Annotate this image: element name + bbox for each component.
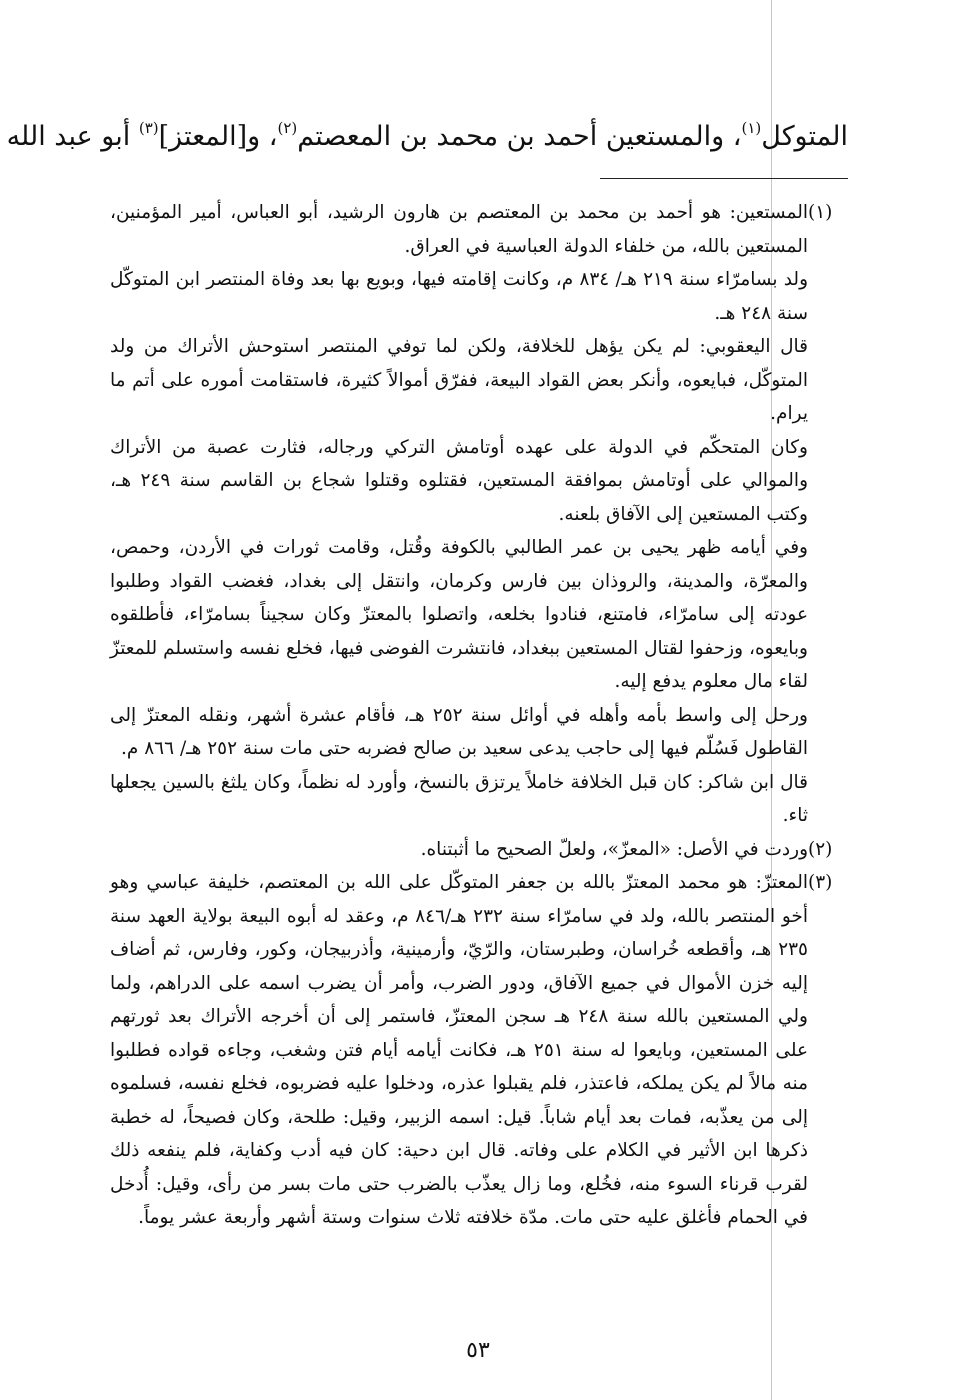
footnote-paragraph: ورحل إلى واسط بأمه وأهله في أوائل سنة ٢٥٢ هـ، فأقام عشرة أشهر، ونقله المعتزّ إلى القاطول فَسُلّم فيها إلى حاجب يدعى سعيد بن صالح فضربه حتى مات سنة ٢٥٢ هـ/ ٨٦٦ م. <box>110 704 808 759</box>
main-text-part-4: أبو عبد الله <box>6 121 139 152</box>
main-text-part-2: ، والمستعين أحمد بن محمد بن المعصتم <box>297 121 742 152</box>
footnote-paragraph: وكان المتحكّم في الدولة على عهده أوتامش التركي ورجاله، فثارت عصبة من الأتراك والموالي على أوتامش بموافقة المستعين، فقتلوه وقتلوا شجاع بن القاسم سنة ٢٤٩ هـ، وكتب المستعين إلى الآفاق بلعنه. <box>110 436 809 525</box>
main-text-line <box>6 108 848 157</box>
footnote-paragraph: قال ابن شاكر: كان قبل الخلافة خاملاً يرتزق بالنسخ، وأورد له نظماً، وكان يلثغ بالسين يجعلها ثاء. <box>110 771 808 826</box>
main-text-part-1: المتوكل <box>761 121 848 152</box>
footnotes-section <box>110 196 850 1235</box>
footnote-ref-1[interactable]: (١) <box>741 119 762 137</box>
footnote-number: (٣) <box>808 872 833 893</box>
footnote-body <box>110 866 808 1235</box>
footnote-number: (٢) <box>808 838 833 860</box>
footnote-paragraph: ولد بسامرّاء سنة ٢١٩ هـ/ ٨٣٤ م، وكانت إقامته فيها، وبويع بها بعد وفاة المنتصر ابن المتوكّل سنة ٢٤٨ هـ. <box>110 269 809 324</box>
main-text-part-3: ، و[المعتز] <box>158 121 278 152</box>
footnote-2 <box>110 833 850 867</box>
footnote-ref-2[interactable]: (٢) <box>277 119 298 137</box>
footnote-paragraph: قال اليعقوبي: لم يكن يؤهل للخلافة، ولكن لما توفي المنتصر استوحش الأتراك من ولد المتوكّل، فبايعوه، وأنكر بعض القواد البيعة، ففرّق أموالاً كثيرة، فاستقامت أموره على أتم ما يرام. <box>110 336 808 424</box>
footnote-ref-3[interactable]: (٣) <box>138 119 159 137</box>
page-number: ٥٣ <box>466 1338 490 1363</box>
footnote-number: (١) <box>808 202 833 223</box>
footnote-1 <box>110 196 850 833</box>
footnote-separator <box>600 178 848 179</box>
footnote-paragraph: المعتزّ: هو محمد المعتزّ بالله بن جعفر المتوكّل على الله بن المعتصم، خليفة عباسي وهو أخو المنتصر بالله، ولد في سامرّاء سنة ٢٣٢ هـ/٨٤٦ م، وعقد له أبوه البيعة بولاية العهد سنة ٢٣٥ هـ، وأقطعه خُراسان، وطبرستان، والرّيّ، وأرمينية، وأذربيجان، وكور، وفارس، ثم أضاف إليه خزن الأموال في جميع الآفاق، ودور الضرب، وأمر أن يضرب اسمه على الدراهم، ولما ولي المستعين بالله سنة ٢٤٨ هـ سجن المعتزّ، فاستمر إلى أن أخرجه الأتراك بعد ثورتهم على المستعين، وبايعوا له سنة ٢٥١ هـ، فكانت أيامه أيام فتن وشغب، وجاءه قواده فطلبوا منه مالاً لم يكن يملكه، فاعتذر، فلم يقبلوا عذره، ودخلوا عليه فضربوه، فخلع نفسه، فسلموه إلى من يعذّبه، فمات بعد أيام شاباً. قيل: اسمه الزبير، وقيل: طلحة، وكان فصيحاً، له خطبة ذكرها ابن الأثير في الكلام على وفاته. قال ابن دحية: كان فيه أدب وكفاية، فلم ينفعه ذلك لقرب قرناء السوء منه، فخُلع، وما زال يعذّب بالضرب حتى مات بسر من رأى، وقيل: أُدخل في الحمام فأغلق عليه حتى مات. مدّة خلافته ثلاث سنوات وستة أشهر وأربعة عشر يوماً. <box>110 872 809 1228</box>
footnote-body <box>110 833 808 867</box>
footnote-body <box>110 196 808 833</box>
footnote-paragraph: وفي أيامه ظهر يحيى بن عمر الطالبي بالكوفة وقُتل، وقامت ثورات في الأردن، وحمص، والمعرّة، والمدينة، والروذان بين فارس وكرمان، وانتقل إلى بغداد، فغضب القواد وطلبوا عودته إلى سامرّاء، فامتنع، فنادوا بخلعه، واتصلوا بالمعتزّ وكان سجيناً بسامرّاء، فأطلقوه وبايعوه، وزحفوا لقتال المستعين ببغداد، فانتشرت الفوضى فيها، فخلع نفسه واستسلم للمعتزّ لقاء مال معلوم يدفع إليه. <box>110 537 809 692</box>
footnote-3 <box>110 866 850 1235</box>
footnote-paragraph: وردت في الأصل: «المعزّ»، ولعلّ الصحيح ما أثبتناه. <box>420 838 808 860</box>
footnote-paragraph: المستعين: هو أحمد بن محمد بن المعتصم بن هارون الرشيد، أبو العباس، أمير المؤمنين، المستعين بالله، من خلفاء الدولة العباسية في العراق. <box>110 202 808 257</box>
